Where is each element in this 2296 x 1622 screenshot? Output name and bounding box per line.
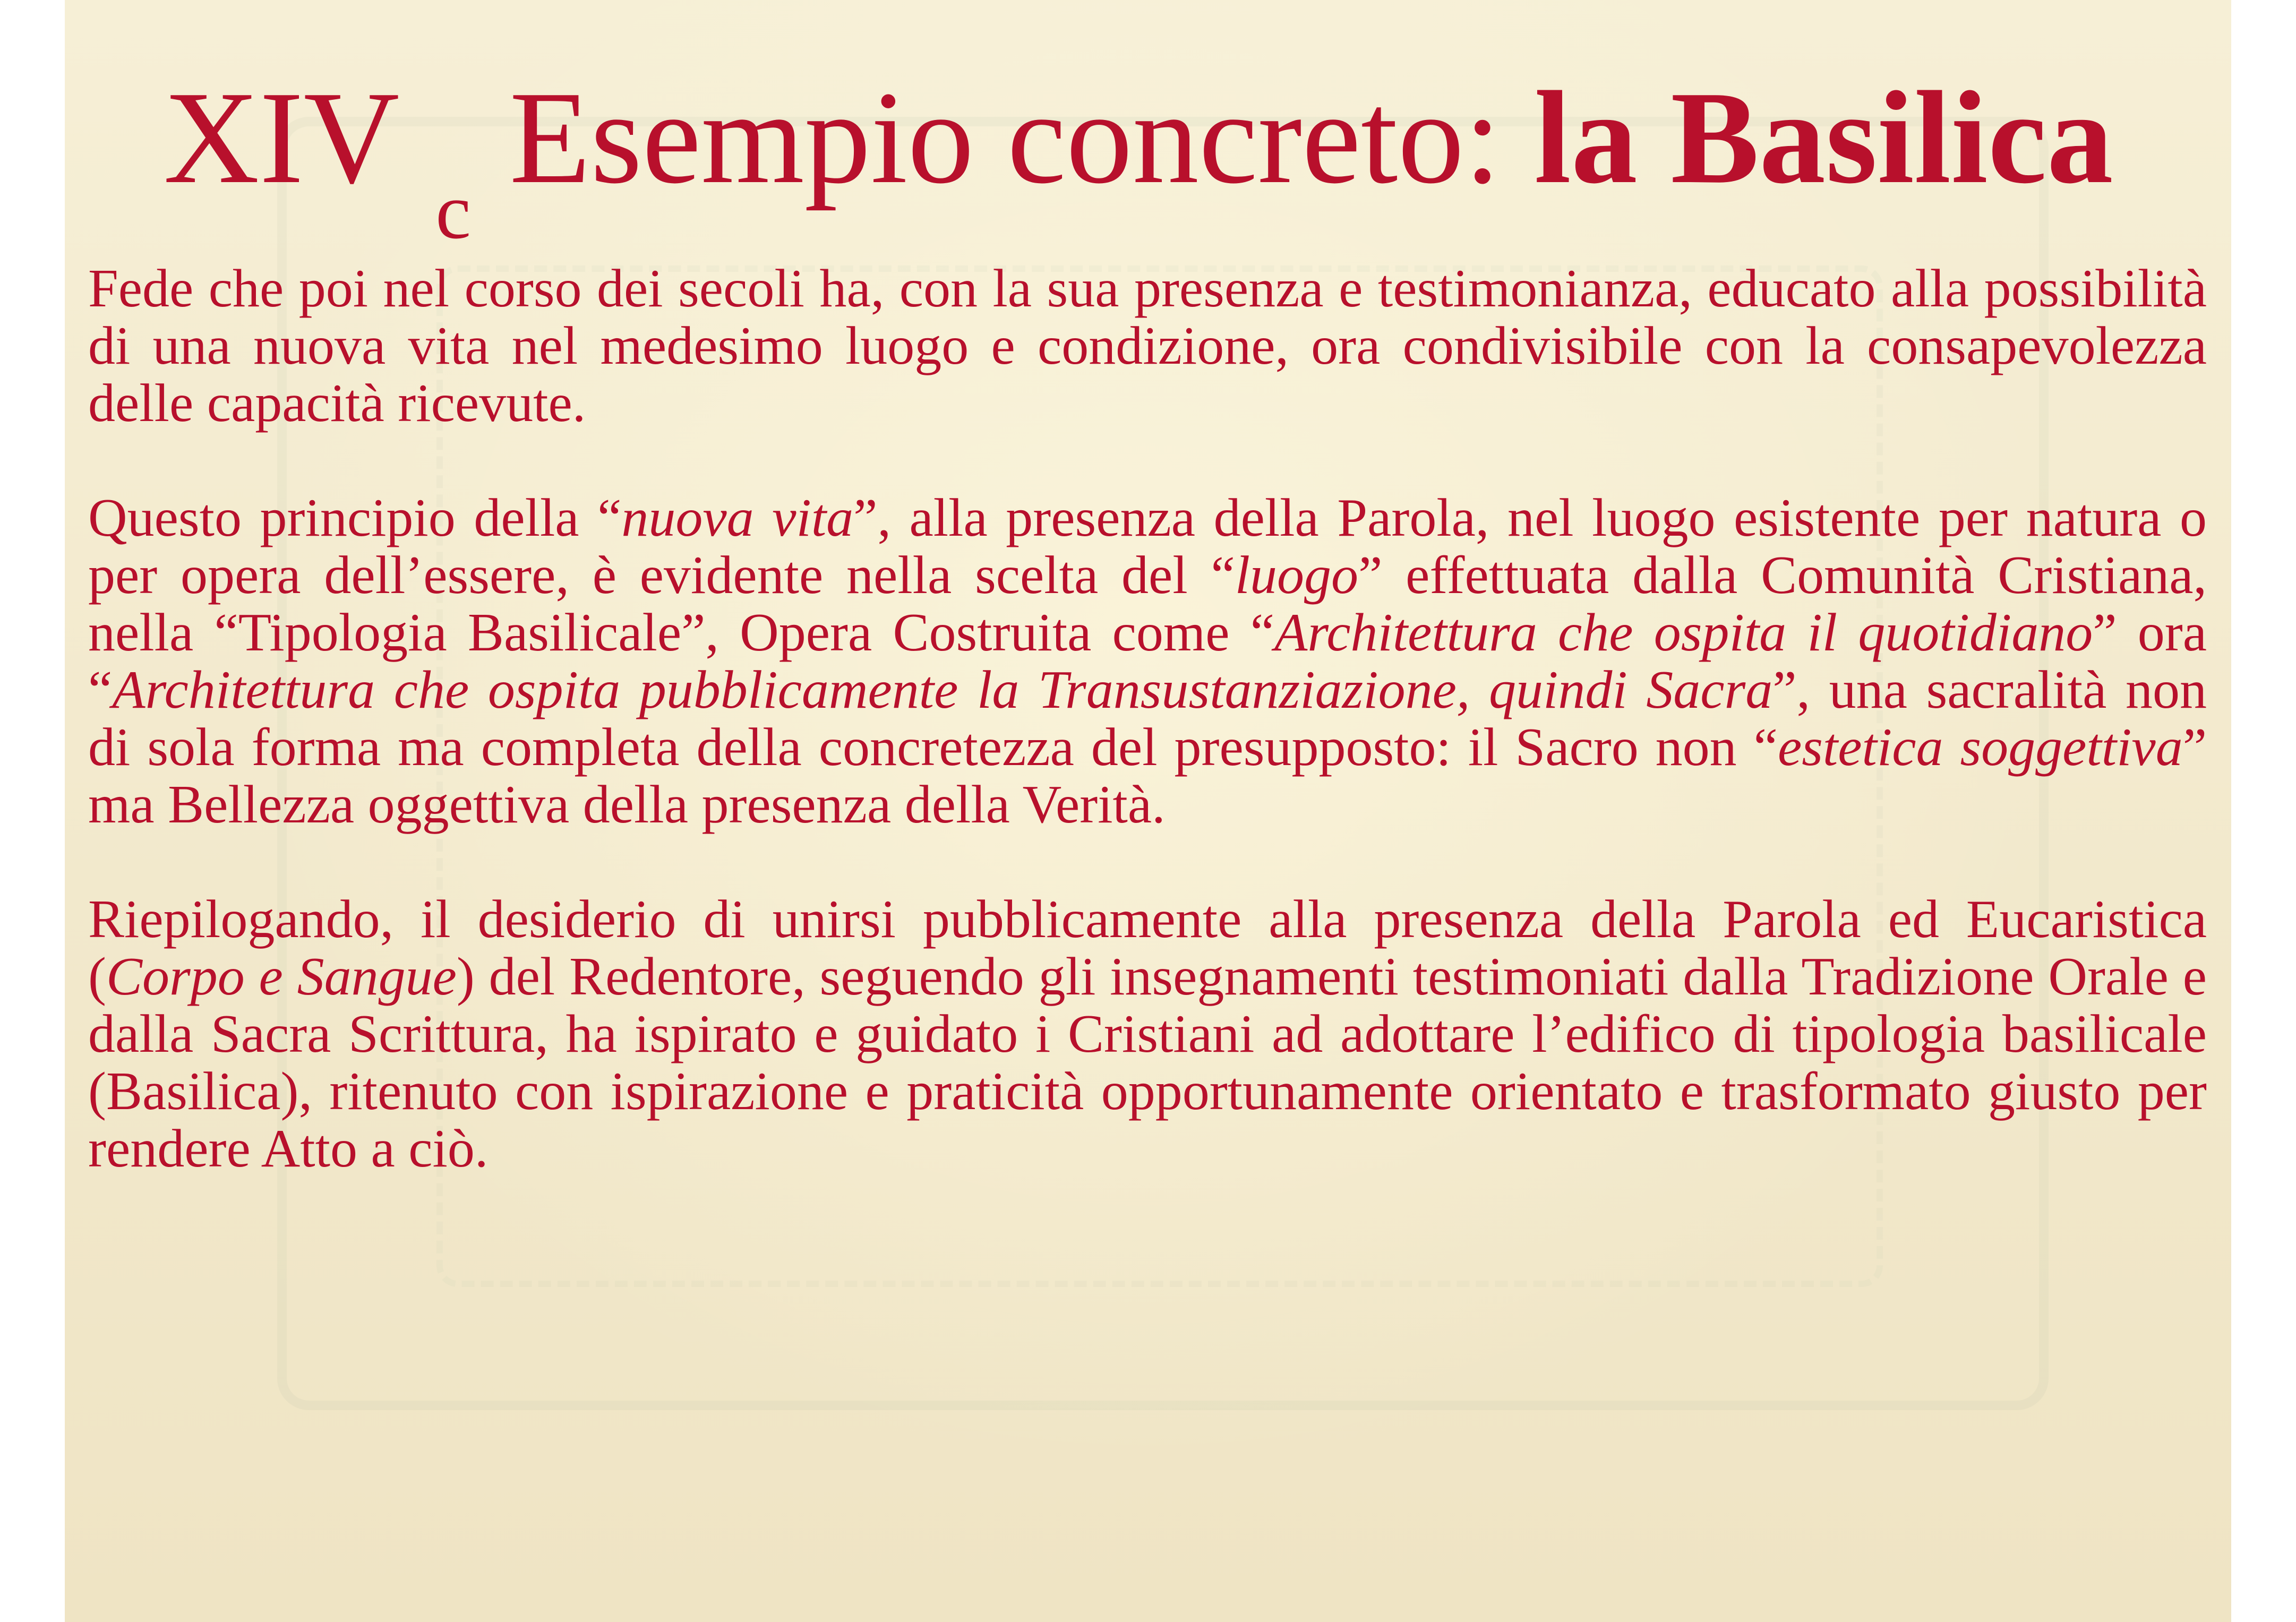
title-prefix: XIV (164, 64, 397, 211)
text-run: Questo principio della “ (88, 488, 622, 548)
text-run: ” ora “ (88, 603, 2207, 720)
italic-text: luogo (1235, 545, 1359, 605)
text-run: ” ma Bellezza oggettiva della presenza della Verità. (88, 717, 2207, 835)
text-run: ) del Redentore, seguendo gli insegnamenti testimoniati dalla Tradizione Orale e dalla Sacra Scrittura, ha ispirato e guidato i Cristiani ad adottare l’edifico di tipologia basilicale (Basilica), ritenuto con ispirazione e praticità opportunamente orientato e trasformato giusto per rendere Atto a ciò. (88, 947, 2207, 1179)
paragraph (88, 490, 2207, 834)
text-run: Fede che poi nel corso dei secoli ha, con la sua presenza e testimonianza, educato alla possibilità di una nuova vita nel medesimo luogo e condizione, ora condivisibile con la consapevolezza delle capacità ricevute. (88, 259, 2207, 433)
text-run: ” effettuata dalla Comunità Cristiana, nella “Tipologia Basilicale”, Opera Costruita come “ (88, 545, 2207, 663)
paragraph (88, 260, 2207, 432)
italic-text: Architettura che ospita il quotidiano (1274, 603, 2093, 663)
title-subscript: c (435, 167, 471, 255)
italic-text: nuova vita (621, 488, 854, 548)
italic-text: estetica soggettiva (1777, 717, 2183, 777)
italic-text: Architettura che ospita pubblicamente la Transustanziazione, quindi Sacra (112, 660, 1773, 720)
italic-text: Corpo e Sangue (106, 947, 457, 1007)
title-bold: la Basilica (1534, 64, 2113, 211)
slide-body (88, 260, 2207, 1235)
slide-title (164, 64, 2231, 255)
paragraph (88, 891, 2207, 1178)
title-main: Esempio concreto: (509, 64, 1501, 211)
text-run: ”, alla presenza della Parola, nel luogo esistente per natura o per opera dell’essere, è evidente nella scelta del “ (88, 488, 2207, 605)
slide (65, 0, 2231, 1622)
text-run: Riepilogando, il desiderio di unirsi pubblicamente alla presenza della Parola ed Eucaristica ( (88, 889, 2207, 1007)
text-run: ”, una sacralità non di sola forma ma completa della concretezza del presupposto: il Sacro non “ (88, 660, 2207, 777)
